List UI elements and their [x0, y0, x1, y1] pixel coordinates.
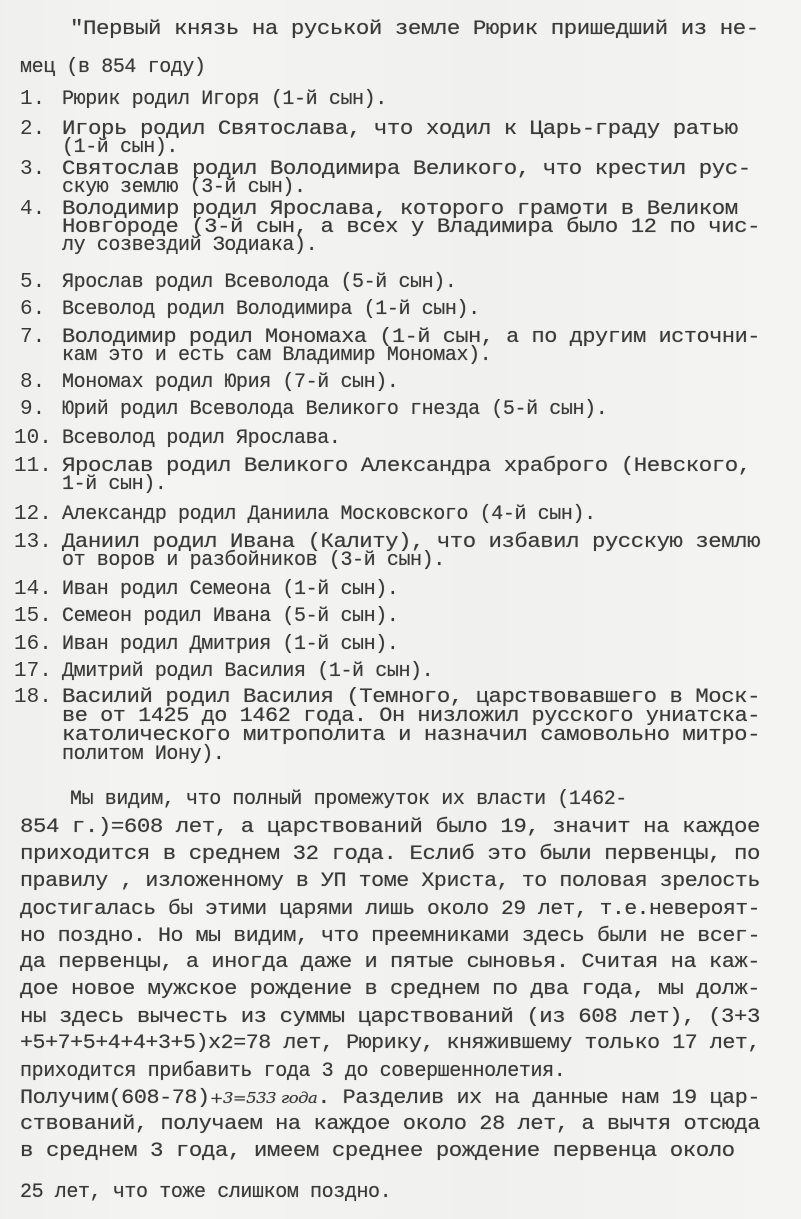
paragraph-line: в среднем 3 года, имеем среднее рождение первенца около — [20, 1140, 735, 1163]
list-item-number: 13. — [14, 531, 52, 554]
list-item-text: Новгороде (3-й сын, а всех у Владимира было 12 по чис- — [62, 216, 760, 239]
list-item-text: политом Иону). — [62, 743, 225, 766]
list-item-text: скую землю (3-й сын). — [62, 176, 306, 199]
list-item-text: Иван родил Семеона (1-й сын). — [62, 578, 399, 601]
list-item-text: (1-й сын). — [62, 136, 179, 159]
list-item-text: Володимир родил Мономаха (1-й сын, а по другим источни- — [62, 326, 760, 349]
list-item-number: 4. — [20, 198, 46, 221]
list-item-text: Всеволод родил Ярослава. — [62, 427, 341, 450]
list-item-number: 6. — [20, 298, 46, 321]
list-item-text: Ярослав родил Всеволода (5-й сын). — [62, 271, 457, 294]
list-item-number: 17. — [14, 660, 52, 683]
paragraph-line: ны здесь вычесть из суммы царствований (из 608 лет), (3+3 — [20, 1006, 760, 1029]
paragraph-line: но поздно. Но мы видим, что преемниками здесь были не всег- — [20, 925, 760, 948]
list-item-text: от воров и разбойников (3-й сын). — [62, 549, 445, 572]
list-item-text: Володимир родил Ярослава, которого грамоти в Великом — [62, 198, 738, 221]
paragraph-line: приходится прибавить года 3 до совершеннолетия. — [20, 1060, 566, 1083]
list-item-text: Юрий родил Всеволода Великого гнезда (5-й сын). — [62, 398, 608, 421]
paragraph-line: приходится в среднем 32 года. Еслиб это были первенцы, по — [20, 843, 760, 866]
paragraph-line: 25 лет, что тоже слишком поздно. — [20, 1181, 392, 1204]
list-item-text: католического митрополита и назначил самовольно митро- — [62, 724, 760, 747]
paragraph-line: правилу , изложенному в УП томе Христа, то половая зрелость — [20, 870, 760, 893]
list-item-number: 3. — [20, 158, 46, 181]
list-item-number: 15. — [14, 605, 52, 628]
list-item-number: 10. — [14, 427, 52, 450]
list-item-number: 5. — [20, 271, 46, 294]
list-item-text: ве от 1425 до 1462 года. Он низложил русского униатска- — [62, 705, 760, 728]
paragraph-line: Мы видим, что полный промежуток их власти (1462- — [70, 788, 627, 811]
list-item-number: 11. — [14, 455, 52, 478]
list-item-text: Мономах родил Юрия (7-й сын). — [62, 371, 399, 394]
list-item-text: Игорь родил Святослава, что ходил к Царь-граду ратью — [62, 118, 738, 141]
list-item-number: 7. — [20, 326, 46, 349]
paragraph-line: +5+7+5+4+4+3+5)x2=78 лет, Рюрику, княжившему только 17 лет, — [20, 1032, 760, 1055]
list-item-number: 1. — [20, 88, 46, 111]
list-item-number: 14. — [14, 578, 52, 601]
paragraph-line-start: Получим(608-78) — [20, 1087, 210, 1110]
paragraph-line: 854 г.)=608 лет, а царствований было 19, значит на каждое — [20, 816, 760, 839]
list-item-number: 9. — [20, 398, 46, 421]
paragraph-line: ствований, получаем на каждое около 28 лет, а вычтя отсюда — [20, 1113, 760, 1136]
list-item-text: лу созвездий Зодиака). — [62, 234, 318, 257]
list-item-number: 12. — [14, 503, 52, 526]
list-item-number: 2. — [20, 118, 46, 141]
list-item-text: Александр родил Даниила Московского (4-й сын). — [62, 503, 596, 526]
list-item-text: Иван родил Дмитрия (1-й сын). — [62, 633, 399, 656]
list-item-text: кам это и есть сам Владимир Мономах). — [62, 344, 492, 367]
paragraph-line: да первенцы, а иногда даже и пятые сыновья. Считая на каж- — [20, 951, 760, 974]
list-item-number: 8. — [20, 371, 46, 394]
list-item-text: Даниил родил Ивана (Калиту), что избавил русскую землю — [62, 531, 760, 554]
intro-line: мец (в 854 году) — [20, 56, 206, 79]
intro-line: "Первый князь на руськой земле Рюрик пришедший из не- — [70, 18, 759, 41]
list-item-text: Василий родил Василия (Темного, царствовавшего в Моск- — [62, 686, 760, 709]
list-item-text: Рюрик родил Игоря (1-й сын). — [62, 88, 387, 111]
paragraph-line: дое новое мужское рождение в среднем по два года, мы долж- — [20, 978, 760, 1001]
list-item-text: Семеон родил Ивана (5-й сын). — [62, 605, 399, 628]
list-item-number: 18. — [14, 686, 52, 709]
list-item-text: Святослав родил Володимира Великого, что крестил рус- — [62, 158, 751, 181]
handwritten-correction: +3=533 года — [209, 1089, 318, 1107]
paragraph-line: достигалась бы этими царями лишь около 29 лет, т.е.невероят- — [20, 898, 760, 921]
paragraph-line-tail: . Разделив их на данные нам 19 цар- — [317, 1087, 761, 1110]
list-item-text: 1-й сын). — [62, 473, 167, 496]
list-item-text: Ярослав родил Великого Александра храброго (Невского, — [62, 455, 751, 478]
list-item-number: 16. — [14, 633, 52, 656]
list-item-text: Дмитрий родил Василия (1-й сын). — [62, 660, 434, 683]
paragraph-line — [20, 1089, 760, 1108]
list-item-text: Всеволод родил Володимира (1-й сын). — [62, 298, 480, 321]
